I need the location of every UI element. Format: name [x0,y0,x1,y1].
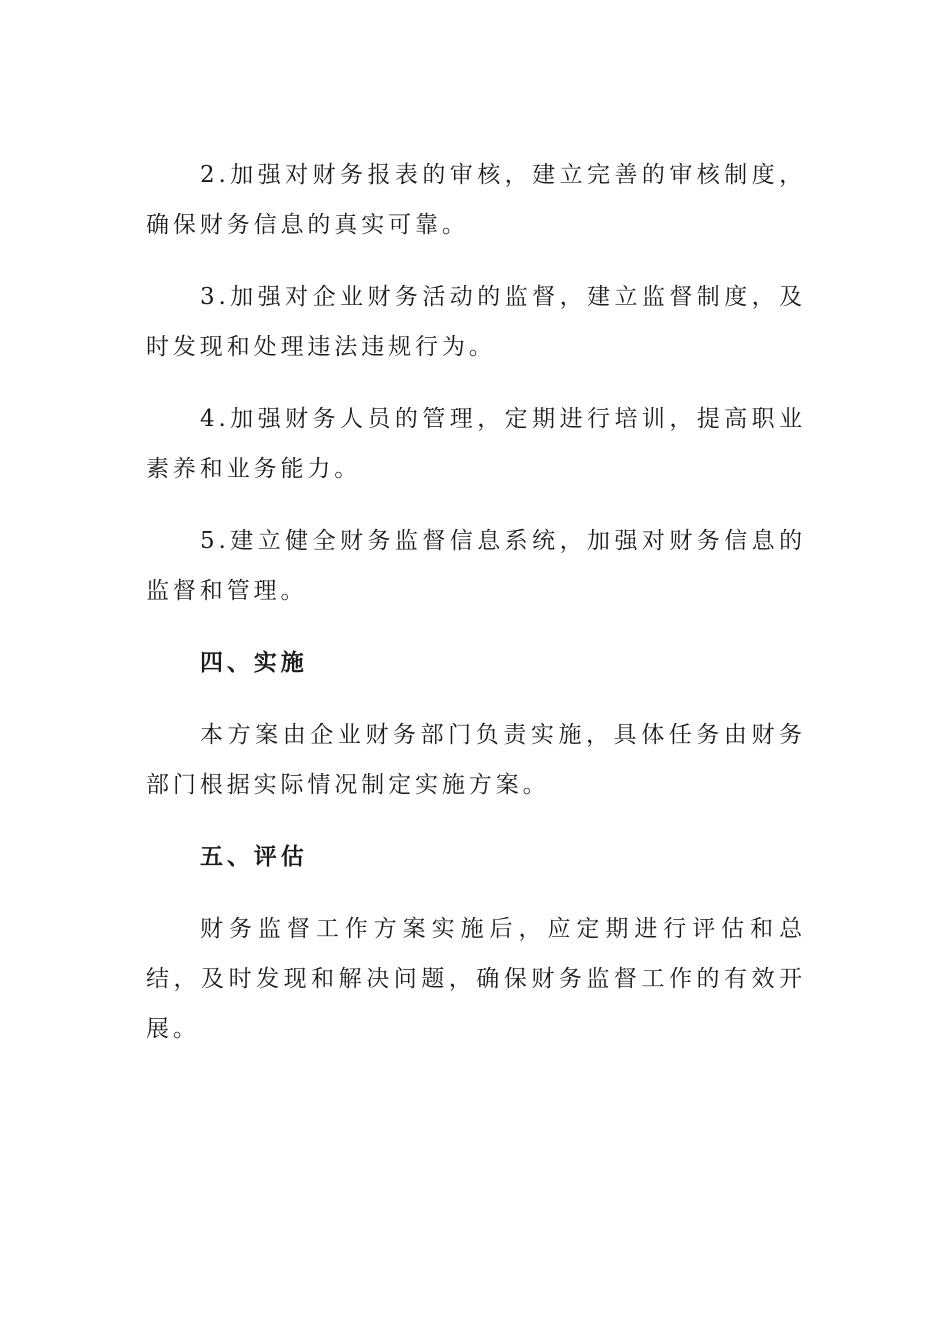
paragraph-item-4: 4.加强财务人员的管理，定期进行培训，提高职业素养和业务能力。 [146,406,806,482]
paragraph-item-3: 3.加强对企业财务活动的监督，建立监督制度，及时发现和处理违法违规行为。 [146,284,806,360]
section-heading-evaluation: 五、评估 [200,844,308,870]
paragraph-item-2: 2.加强对财务报表的审核，建立完善的审核制度，确保财务信息的真实可靠。 [146,162,806,238]
paragraph-evaluation: 财务监督工作方案实施后，应定期进行评估和总结，及时发现和解决问题，确保财务监督工作的有效开展。 [146,916,806,1042]
paragraph-item-5: 5.建立健全财务监督信息系统，加强对财务信息的监督和管理。 [146,528,806,604]
paragraph-implementation: 本方案由企业财务部门负责实施，具体任务由财务部门根据实际情况制定实施方案。 [146,722,806,798]
document-page [146,150,806,1054]
section-heading-implementation: 四、实施 [200,650,308,676]
